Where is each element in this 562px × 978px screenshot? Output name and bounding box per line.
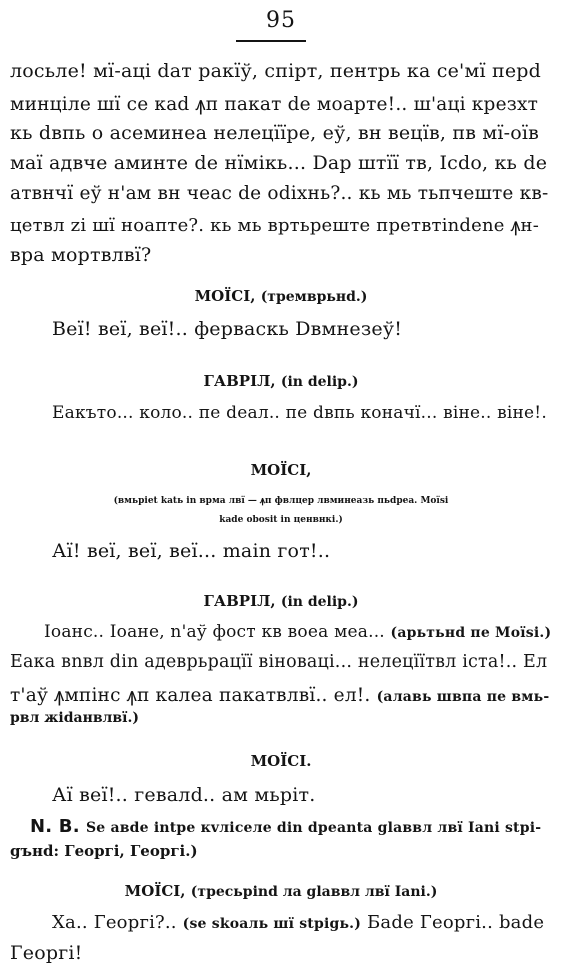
speaker-heading xyxy=(0,592,562,610)
dialogue-text: Іоанс.. Іоане, n'аў фост кв воеа меа... xyxy=(44,622,385,642)
note-line: gънd: Георгі, Георгі.) xyxy=(10,842,198,860)
inline-direction: (алавь швпа пе вмь- xyxy=(376,689,550,705)
dialogue-line: Аї веї!.. гевалd.. ам мьріт. xyxy=(52,784,316,806)
dialogue-text: Ха.. Георгі?.. xyxy=(52,912,177,933)
note-text: Se авdе intpe кvлісeлe din dpeanta glaввл лвї Іanі stpi- xyxy=(85,820,542,836)
dialogue-text: Бade Георгі.. bade xyxy=(367,912,545,933)
dialogue-line xyxy=(44,622,551,642)
inline-direction: (арьтьнd пе Моїsі.) xyxy=(390,625,552,641)
dialogue-line: Аї! веї, веї, веї... main гот!.. xyxy=(52,540,331,562)
page-number: 95 xyxy=(266,8,296,33)
dialogue-line xyxy=(10,682,549,707)
text-line: атвнчї еў н'ам вн чеас de odixнь?.. кь мь тьпчеште кв- xyxy=(10,183,549,204)
stage-direction-line: рвл жidанвлвї.) xyxy=(10,710,139,726)
text-line: лосьле! мї-аці dат ракїў, спірт, пентрь ка се'мї перd xyxy=(10,60,542,82)
header-rule xyxy=(236,40,306,42)
stage-direction: (in delip.) xyxy=(280,374,359,390)
text-line: минціле шї се каd ꙟп пакат de моарте!.. ш'аці крезхт xyxy=(10,94,539,115)
text-line: вра мортвлвї? xyxy=(10,244,152,266)
nb-label: N. B. xyxy=(30,816,80,837)
stage-direction-line: kade оbosit in ценвнкі.) xyxy=(219,515,343,525)
speaker-heading xyxy=(0,752,562,770)
speaker-name: МОЇСІ. xyxy=(250,752,312,770)
inline-direction: (se skoaль шї stpigь.) xyxy=(182,916,362,932)
text-line: кь dвпь о асеминеа нелецїїре, еў, вн вецїв, пв мї-оїв xyxy=(10,122,540,144)
stage-direction: (тремврьнd.) xyxy=(260,289,368,305)
speaker-heading xyxy=(0,461,562,479)
stage-direction-line: (вмьріеt katь in врма лвї — ꙟп фвлцер лвминеазь пьdреа. Моїsі xyxy=(113,496,449,506)
speaker-heading xyxy=(0,372,562,390)
speaker-name: МОЇСІ, xyxy=(250,461,312,479)
speaker-name: МОЇСІ, xyxy=(194,287,256,305)
dialogue-text: т'аў ꙟмпінс ꙟп калеа пакатвлвї.. ел!. xyxy=(10,685,371,706)
text-line: цетвл zі шї ноапте?. кь мь вртьреште претвтindene ꙟн- xyxy=(10,215,539,236)
speaker-name: ГАВРІЛ, xyxy=(203,372,276,390)
dialogue-line: Георгі! xyxy=(10,942,83,964)
dialogue-line: Еака вnвл din адеврьрацїї віноваці... нелецїїтвл іста!.. Ел xyxy=(10,652,548,672)
speaker-name: МОЇСІ, xyxy=(124,882,186,900)
stage-direction: (in delip.) xyxy=(280,594,359,610)
dialogue-line xyxy=(52,912,544,933)
speaker-heading xyxy=(0,882,562,900)
text-line: маї адвче аминте de нїмікь... Dар штїї тв, Ісdо, кь de xyxy=(10,152,548,174)
speaker-heading xyxy=(0,287,562,305)
stage-direction: (тресьpind ла glaввл лвї Іanі.) xyxy=(190,884,438,900)
note-line xyxy=(30,815,541,837)
dialogue-line: Веї! веї, веї!.. ферваскь Dвмнезеў! xyxy=(52,318,403,340)
speaker-name: ГАВРІЛ, xyxy=(203,592,276,610)
dialogue-line: Еакъто... коло.. пе deал.. пе dвпь коначї... віне.. віне!. xyxy=(52,403,547,423)
